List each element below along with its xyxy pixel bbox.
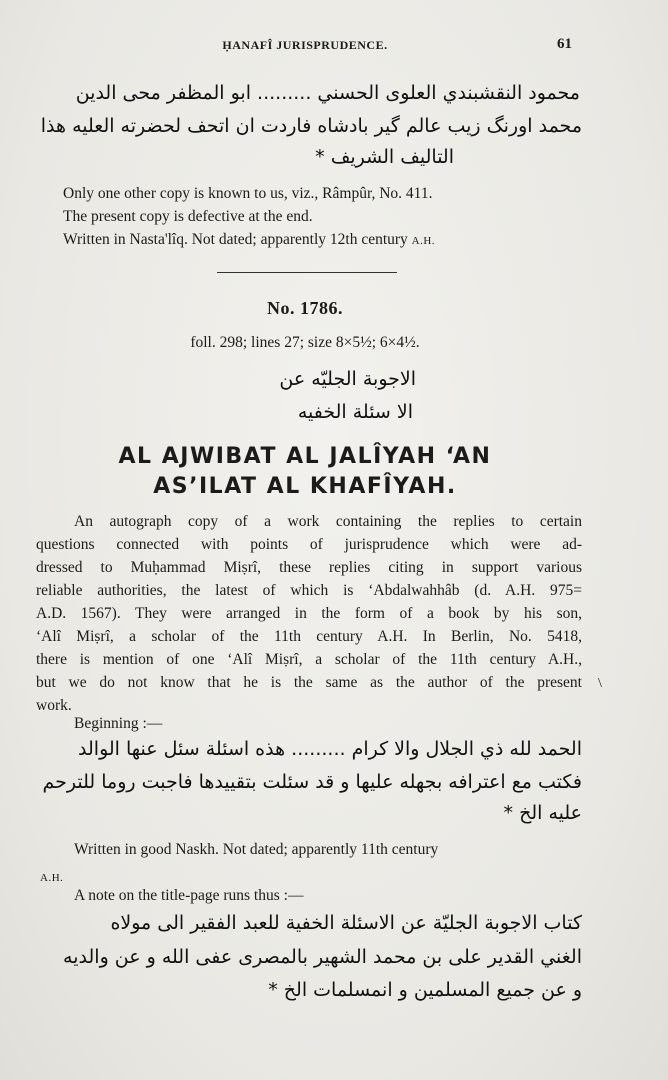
note-line: Written in Nasta'lîq. Not dated; apparently 12th century A.H. — [63, 231, 436, 248]
description-line: ‘Alî Miṣrî, a scholar of the 11th century A.H. In Berlin, No. 5418, — [36, 628, 582, 645]
arabic-line: كتاب الاجوبة الجليّة عن الاسئلة الخفية للعبد الفقير الى مولاه — [110, 912, 582, 934]
note-line: Only one other copy is known to us, viz., Râmpûr, No. 411. — [63, 185, 433, 202]
arabic-line: و عن جميع المسلمين و انمسلمات الخ * — [268, 979, 582, 1001]
description-line: there is mention of one ‘Alî Miṣrî, a scholar of the 11th century A.H., — [36, 651, 582, 668]
note-intro: A note on the title-page runs thus :— — [74, 887, 304, 904]
description-line: work. — [36, 697, 72, 714]
section-divider — [217, 272, 397, 273]
running-header — [0, 38, 668, 58]
running-title: ḤANAFÎ JURISPRUDENCE. — [222, 38, 388, 52]
work-title-line: AS’ILAT AL KHAFÎYAH. — [153, 474, 457, 499]
entry-number: No. 1786. — [267, 298, 343, 318]
description-line: reliable authorities, the latest of which is ‘Abdalwahhâb (d. A.H. 975= — [36, 582, 582, 599]
description-line: but we do not know that he is the same as the author of the present — [36, 674, 582, 691]
description-line: questions connected with points of jurisprudence which were ad- — [36, 536, 582, 553]
written-note: Written in good Naskh. Not dated; apparently 11th century — [74, 841, 439, 858]
arabic-line: الغني القدير على بن محمد الشهير بالمصرى عفى الله و عن والديه — [63, 946, 582, 968]
arabic-line: محمد اورنگ زيب عالم گير بادشاه فاردت ان اتحف لحضرته العليه هذا — [40, 115, 582, 137]
arabic-title-line: الا سئلة الخفيه — [297, 401, 413, 423]
page-number: 61 — [557, 36, 572, 52]
margin-mark: \ — [598, 676, 602, 691]
description-line: An autograph copy of a work containing the replies to certain — [74, 513, 582, 530]
beginning-label: Beginning :— — [74, 715, 163, 732]
description-line: dressed to Muḥammad Miṣrî, these replies citing in support various — [36, 559, 582, 576]
written-note-tail: A.H. — [40, 872, 64, 884]
folio-description: foll. 298; lines 27; size 8×5½; 6×4½. — [190, 334, 420, 351]
arabic-title-line: الاجوبة الجليّه عن — [279, 368, 416, 390]
arabic-line: عليه الخ * — [503, 802, 582, 824]
arabic-line: محمود النقشبندي العلوی الحسني ......... ابو المظفر محی الدين — [75, 82, 580, 104]
arabic-line: فكتب مع اعترافه بجهله عليها و قد سئلت بتقييدها فاجبت روما للترحم — [42, 771, 582, 793]
description-line: A.D. 1567). They were arranged in the form of a book by his son, — [36, 605, 582, 622]
arabic-line: الحمد لله ذي الجلال والا كرام ......... هذه اسئلة سئل عنها الوالد — [78, 738, 582, 760]
note-line: The present copy is defective at the end. — [63, 208, 313, 225]
work-title-line: AL AJWIBAT AL JALÎYAH ‘AN — [118, 444, 492, 469]
arabic-line: التاليف الشريف * — [315, 146, 454, 168]
